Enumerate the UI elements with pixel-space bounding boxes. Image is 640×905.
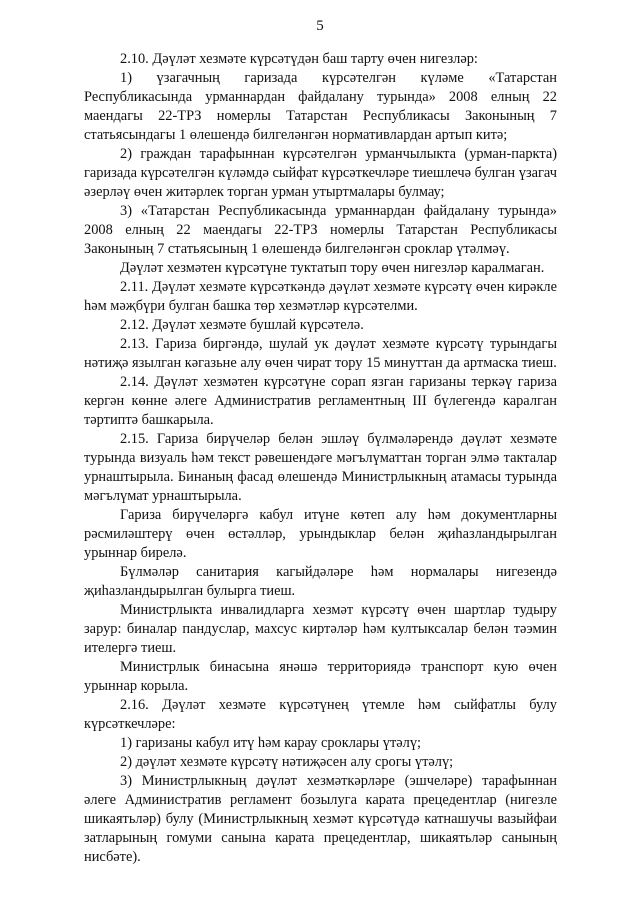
paragraph-parking: Министрлык бинасына янәшә территориядә транспорт кую өчен урыннар корыла. [84, 659, 557, 694]
paragraph-2-16: 2.16. Дәүләт хезмәте күрсәтүнең үтемле һәм сыйфатлы булу күрсәткечләре: [84, 697, 557, 732]
paragraph-2-12: 2.12. Дәүләт хезмәте бушлай күрсәтелә. [120, 317, 364, 333]
paragraph-2-10-item-2: 2) граждан тарафыннан күрсәтелгән урманчылыкта (урман-паркта) гаризада күрсәтелгән күләмдә сыйфат күрсәткечләре тиешлечә булган үзагач әзерләү өчен житәрлек торган урман утыртмалары булмау; [84, 146, 557, 200]
document-body [84, 50, 557, 867]
paragraph-2-10: 2.10. Дәүләт хезмәте күрсәтүдән баш тарту өчен нигезләр: [120, 51, 478, 67]
page-number: 5 [316, 18, 324, 34]
paragraph-2-16-item-2: 2) дәүләт хезмәте күрсәтү нәтиҗәсен алу срогы үтәлү; [120, 754, 454, 770]
paragraph-2-15: 2.15. Гариза бирүчеләр белән эшләү бүлмәләрендә дәүләт хезмәте турында визуаль һәм текст рәвешендәге мәгълүматтан торган элмә такталар урнаштырыла. Бинаның фасад өлешендә Министрлыкның атамасы турында мәгълүмат урнаштырыла. [84, 431, 557, 504]
paragraph-2-10-item-1: 1) үзагачның гаризада күрсәтелгән күләме «Татарстан Республикасында урманнардан файдалану турында» 2008 елның 22 маендагы 22-ТРЗ номерлы Татарстан Республикасы Законының 7 статьясындагы 1 өлешендә билгеләнгән нормативлардан артып китә; [84, 70, 557, 143]
paragraph-2-10-item-3: 3) «Татарстан Республикасында урманнардан файдалану турында» 2008 елның 22 маендагы 22-ТРЗ номерлы Татарстан Республикасы Законының 7 статьясының 1 өлешендә билгеләнгән сроклар үтәлмәү. [84, 203, 557, 257]
paragraph-sanitary-rules: Бүлмәләр санитария кагыйдәләре һәм нормалары нигезендә җиһазландырылган булырга тиеш. [84, 564, 557, 599]
paragraph-2-14: 2.14. Дәүләт хезмәтен күрсәтүне сорап язган гаризаны теркәү гариза кергән көнне әлеге Административ регламентның III бүлегендә каралган тәртиптә башкарыла. [84, 374, 557, 428]
paragraph-disability-access: Министрлыкта инвалидларга хезмәт күрсәтү өчен шартлар тудыру зарур: биналар пандуслар, махсус киртәләр һәм култыксалар белән тәэмин ителергә тиеш. [84, 602, 557, 656]
paragraph-2-13: 2.13. Гариза биргәндә, шулай ук дәүләт хезмәте күрсәтү турындагы нәтиҗә язылган кәгазьне алу өчен чират тору 15 минуттан да артмаска тиеш. [84, 336, 557, 371]
paragraph-2-16-item-3: 3) Министрлыкның дәүләт хезмәткәрләре (эшчеләре) тарафыннан әлеге Административ регламент бозылуга карата прецедентлар (нигезле шикаятьләр) булу (Министрлыкның хезмәт күрсәтүдә катнашучы вазыйфаи затларының гомуми санына карата прецедентлар, шикаятьләр санының нисбәте). [84, 773, 557, 865]
paragraph-suspension-grounds: Дәүләт хезмәтен күрсәтүне туктатып тору өчен нигезләр каралмаган. [120, 260, 545, 276]
paragraph-2-11: 2.11. Дәүләт хезмәте күрсәткәндә дәүләт хезмәте күрсәтү өчен кирәкле һәм мәҗбүри булган башка төр хезмәтләр күрсәтелми. [84, 279, 557, 314]
paragraph-2-16-item-1: 1) гаризаны кабул итү һәм карау сроклары үтәлү; [120, 735, 422, 751]
paragraph-waiting-places: Гариза бирүчеләргә кабул итүне көтеп алу һәм документларны рәсмиләштерү өчен өстәлләр, урындыклар белән җиһазландырылган урыннар бирелә. [84, 507, 557, 561]
